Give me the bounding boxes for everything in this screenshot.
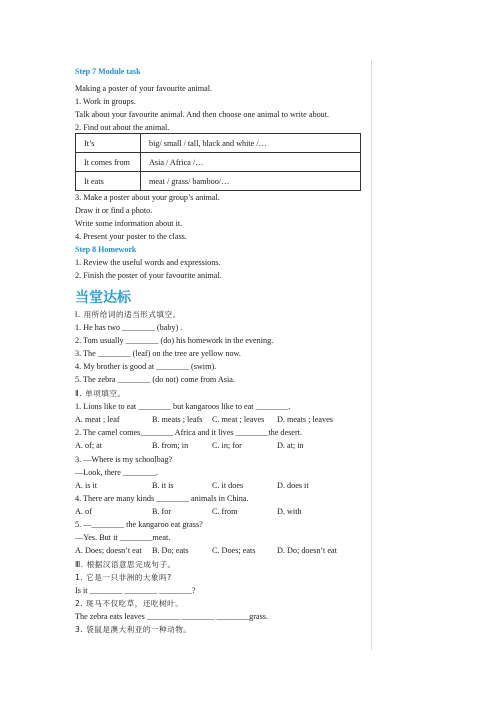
- q5-option-b: B. Do; eats: [152, 546, 189, 555]
- q1-option-d: D. meats ; leaves: [277, 415, 333, 424]
- q5-option-a: A. Does; doesn’t eat: [75, 546, 142, 555]
- part3-item-1-chinese: 1. 它是一只非洲的大象吗?: [75, 573, 172, 582]
- part1-item-5: 5. The zebra ________ (do not) come from Asia.: [75, 375, 235, 384]
- part1-heading: Ⅰ. 用所给词的适当形式填空。: [75, 310, 181, 319]
- table-row: [76, 134, 361, 153]
- step7-line-4: 2. Find out about the animal.: [75, 123, 170, 132]
- q4-option-a: A. of: [75, 507, 92, 516]
- part1-item-4: 4. My brother is good at ________ (swim).: [75, 362, 217, 371]
- part3-item-1-english: Is it ________ ________ ________?: [75, 586, 196, 595]
- q3-option-a: A. is it: [75, 481, 98, 490]
- q3-option-b: B. it is: [152, 481, 174, 490]
- step7-after-line-3: Write some information about it.: [75, 219, 183, 228]
- table-cell: Asia / Africa /…: [141, 153, 361, 172]
- margin-divider: [371, 60, 372, 650]
- part2-q5-b: —Yes. But it ________meat.: [75, 533, 171, 542]
- q1-option-b: B. meats ; leafs: [152, 415, 203, 424]
- q4-option-b: B. for: [152, 507, 172, 516]
- part2-q5-a: 5. —________ the kangaroo eat grass?: [75, 520, 203, 529]
- step7-after-line-2: Draw it or find a photo.: [75, 206, 153, 215]
- part3-item-2-chinese: 2. 斑马不仅吃草，还吃树叶。: [75, 599, 184, 608]
- step8-title: Step 8 Homework: [75, 245, 137, 254]
- q5-option-d: D. Do; doesn’t eat: [277, 546, 337, 555]
- table-cell: It’s: [76, 134, 141, 153]
- part2-q2: 2. The camel comes________ Africa and it lives ________the desert.: [75, 428, 302, 437]
- part2-q4: 4. There are many kinds ________ animals in China.: [75, 494, 249, 503]
- q4-option-c: C. from: [212, 507, 238, 516]
- step7-after-line-1: 3. Make a poster about your group’s animal.: [75, 193, 220, 202]
- part3-heading: Ⅲ. 根据汉语意思完成句子。: [75, 560, 176, 569]
- animal-info-table: [75, 133, 361, 191]
- q2-option-d: D. at; in: [277, 441, 304, 450]
- table-row: [76, 172, 361, 191]
- q2-option-b: B. from; in: [152, 441, 189, 450]
- part1-item-3: 3. The ________ (leaf) on the tree are yellow now.: [75, 349, 241, 358]
- table-cell: big/ small / tall, black and white /…: [141, 134, 361, 153]
- q3-option-d: D. does it: [277, 481, 309, 490]
- part3-item-3-chinese: 3. 袋鼠是澳大利亚的一种动物。: [75, 625, 192, 634]
- step7-line-1: Making a poster of your favourite animal.: [75, 84, 213, 93]
- part3-item-2-english: The zebra eats leaves ________ ________ ________grass.: [75, 612, 269, 621]
- part2-q3-b: —Look, there ________.: [75, 468, 158, 477]
- q4-option-d: D. with: [277, 507, 302, 516]
- table-row: [76, 153, 361, 172]
- part1-item-1: 1. He has two ________ (baby) .: [75, 323, 183, 332]
- q3-option-c: C. it does: [212, 481, 244, 490]
- table-cell: It comes from: [76, 153, 141, 172]
- part2-q1: 1. Lions like to eat ________ but kangaroos like to eat ________.: [75, 402, 291, 411]
- step7-after-line-4: 4. Present your poster to the class.: [75, 232, 187, 241]
- q2-option-a: A. of; at: [75, 441, 103, 450]
- table-cell: It eats: [76, 172, 141, 191]
- step7-title: Step 7 Module task: [75, 67, 141, 76]
- q1-option-a: A. meat ; leaf: [75, 415, 120, 424]
- section-title: 当堂达标: [75, 290, 131, 306]
- part2-heading: Ⅱ. 单项填空。: [75, 389, 126, 398]
- step8-line-2: 2. Finish the poster of your favourite animal.: [75, 271, 222, 280]
- q2-option-c: C. in; for: [212, 441, 242, 450]
- step7-line-3: Talk about your favourite animal. And then choose one animal to write about.: [75, 110, 330, 119]
- q5-option-c: C. Does; eats: [212, 546, 256, 555]
- part2-q3-a: 3. —Where is my schoolbag?: [75, 455, 173, 464]
- q1-option-c: C. meat ; leaves: [212, 415, 265, 424]
- table-cell: meat / grass/ bamboo/…: [141, 172, 361, 191]
- part1-item-2: 2. Tom usually ________ (do) his homework in the evening.: [75, 336, 274, 345]
- step8-line-1: 1. Review the useful words and expressions.: [75, 258, 221, 267]
- step7-line-2: 1. Work in groups.: [75, 97, 136, 106]
